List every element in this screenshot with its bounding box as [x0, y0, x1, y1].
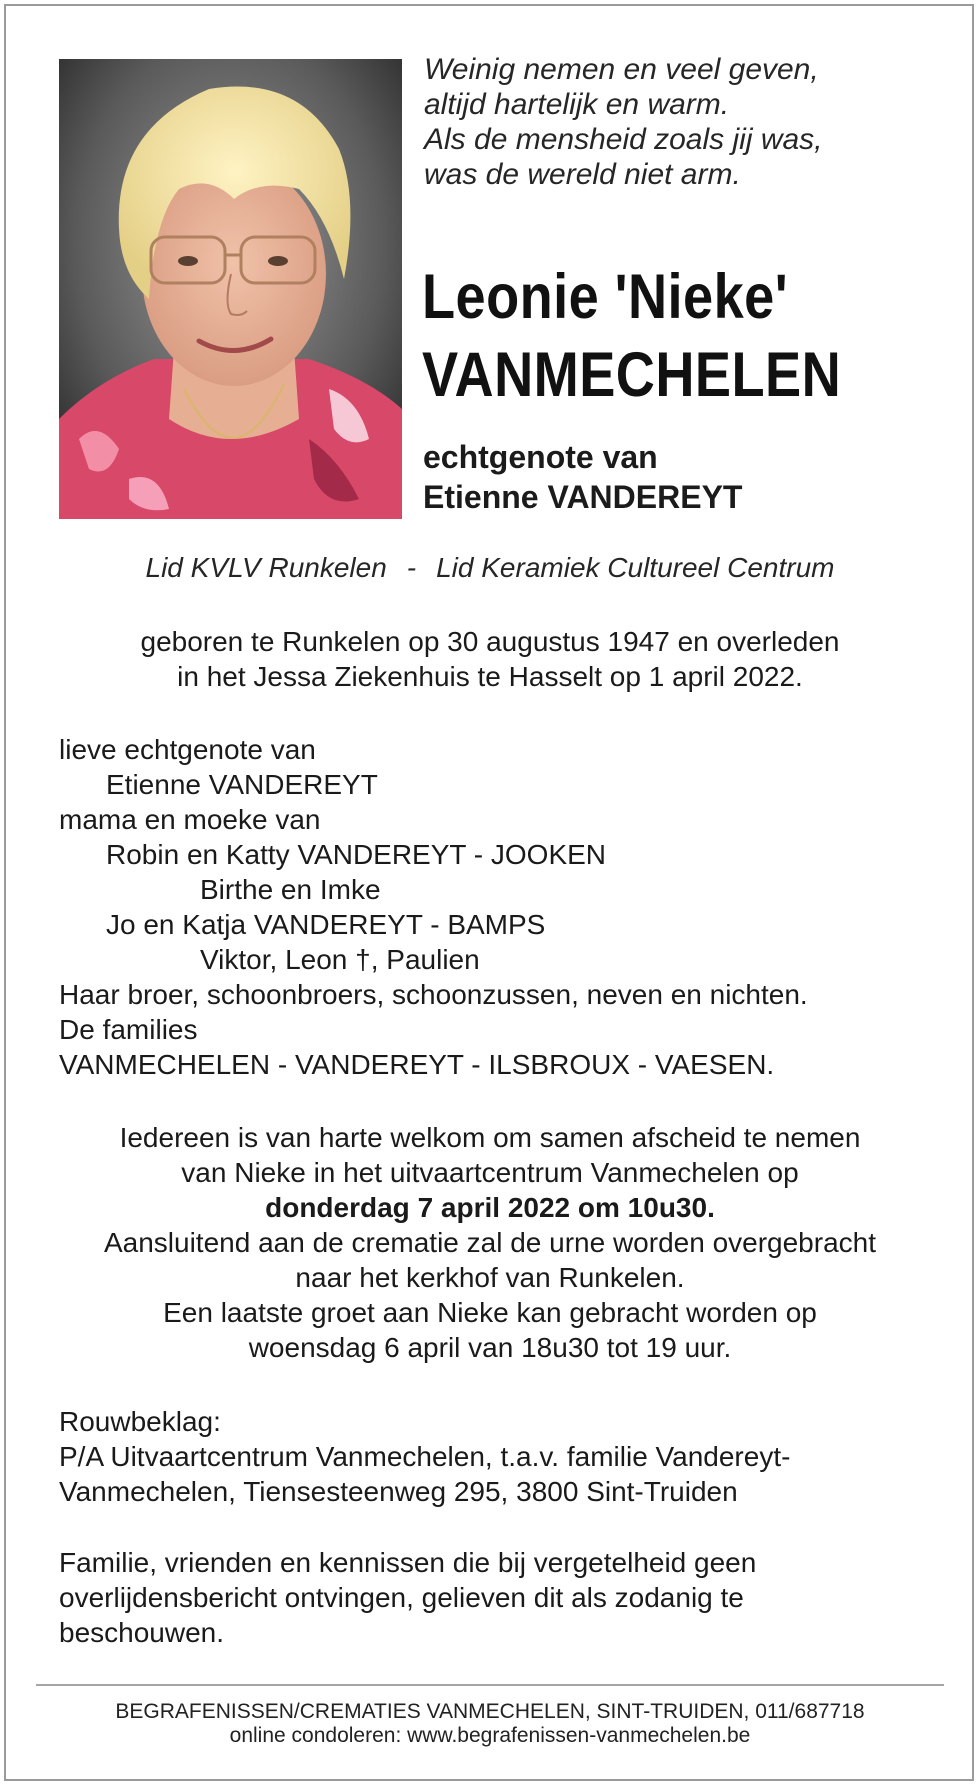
- condolence-address: [59, 1404, 939, 1509]
- death-line: in het Jessa Ziekenhuis te Hasselt op 1 april 2022.: [177, 661, 803, 692]
- families-label: De families: [59, 1014, 198, 1045]
- ceremony-line: van Nieke in het uitvaartcentrum Vanmechelen op: [181, 1157, 799, 1188]
- footer-divider: [36, 1684, 944, 1686]
- relatives-line: Haar broer, schoonbroers, schoonzussen, neven en nichten.: [59, 979, 808, 1010]
- ceremony-info: [40, 1120, 940, 1365]
- notice-line: overlijdensbericht ontvingen, gelieven dit als zodanig te: [59, 1582, 744, 1613]
- footer: [40, 1700, 940, 1748]
- memberships: [40, 552, 940, 584]
- spouse-relation: echtgenote van: [423, 439, 658, 475]
- grandchildren-entry: Viktor, Leon †, Paulien: [200, 944, 480, 975]
- deceased-name: [422, 258, 886, 414]
- poem-line: Weinig nemen en veel geven,: [424, 53, 819, 86]
- family-list: [59, 732, 959, 1082]
- deceased-first-name: Leonie 'Nieke': [422, 262, 789, 332]
- membership-separator: -: [406, 552, 417, 583]
- notice-line: Familie, vrienden en kennissen die bij vergetelheid geen: [59, 1547, 757, 1578]
- children-label: mama en moeke van: [59, 804, 321, 835]
- notice-line: beschouwen.: [59, 1617, 225, 1648]
- footer-website-link[interactable]: online condoleren: www.begrafenissen-vanmechelen.be: [229, 1724, 751, 1747]
- grandchildren-entry: Birthe en Imke: [200, 874, 381, 905]
- poem-line: altijd hartelijk en warm.: [424, 88, 730, 121]
- spouse-label: lieve echtgenote van: [59, 734, 316, 765]
- birth-death-info: [40, 624, 940, 694]
- portrait-photo: [59, 59, 402, 519]
- ceremony-line: Iedereen is van harte welkom om samen afscheid te nemen: [119, 1122, 861, 1153]
- ceremony-line: woensdag 6 april van 18u30 tot 19 uur.: [248, 1332, 732, 1363]
- poem-line: Als de mensheid zoals jij was,: [424, 123, 823, 156]
- spouse-name: Etienne VANDEREYT: [423, 479, 743, 515]
- ceremony-line: Een laatste groet aan Nieke kan gebracht worden op: [163, 1297, 817, 1328]
- child-entry: Robin en Katty VANDEREYT - JOOKEN: [106, 839, 607, 870]
- notice-text: [59, 1545, 939, 1650]
- ceremony-line: Aansluitend aan de crematie zal de urne worden overgebracht: [103, 1227, 877, 1258]
- ceremony-line: naar het kerkhof van Runkelen.: [295, 1262, 685, 1293]
- membership-kvlv: Lid KVLV Runkelen: [145, 552, 387, 583]
- footer-company: BEGRAFENISSEN/CREMATIES VANMECHELEN, SINT-TRUIDEN, 011/687718: [115, 1700, 865, 1723]
- membership-keramiek: Lid Keramiek Cultureel Centrum: [436, 552, 835, 583]
- families-names: VANMECHELEN - VANDEREYT - ILSBROUX - VAESEN.: [59, 1049, 775, 1080]
- poem-line: was de wereld niet arm.: [424, 158, 741, 191]
- condolence-line: P/A Uitvaartcentrum Vanmechelen, t.a.v. familie Vandereyt-: [59, 1441, 791, 1472]
- deceased-last-name: VANMECHELEN: [422, 340, 842, 410]
- condolence-label: Rouwbeklag:: [59, 1406, 221, 1437]
- condolence-line: Vanmechelen, Tiensesteenweg 295, 3800 Sint-Truiden: [59, 1476, 738, 1507]
- ceremony-date-time: donderdag 7 april 2022 om 10u30.: [265, 1192, 715, 1223]
- birth-line: geboren te Runkelen op 30 augustus 1947 en overleden: [140, 626, 840, 657]
- child-entry: Jo en Katja VANDEREYT - BAMPS: [106, 909, 546, 940]
- spouse-family-name: Etienne VANDEREYT: [106, 769, 378, 800]
- portrait-illustration: [59, 59, 402, 519]
- poem-verse: [424, 52, 944, 192]
- spouse-block: [423, 437, 943, 517]
